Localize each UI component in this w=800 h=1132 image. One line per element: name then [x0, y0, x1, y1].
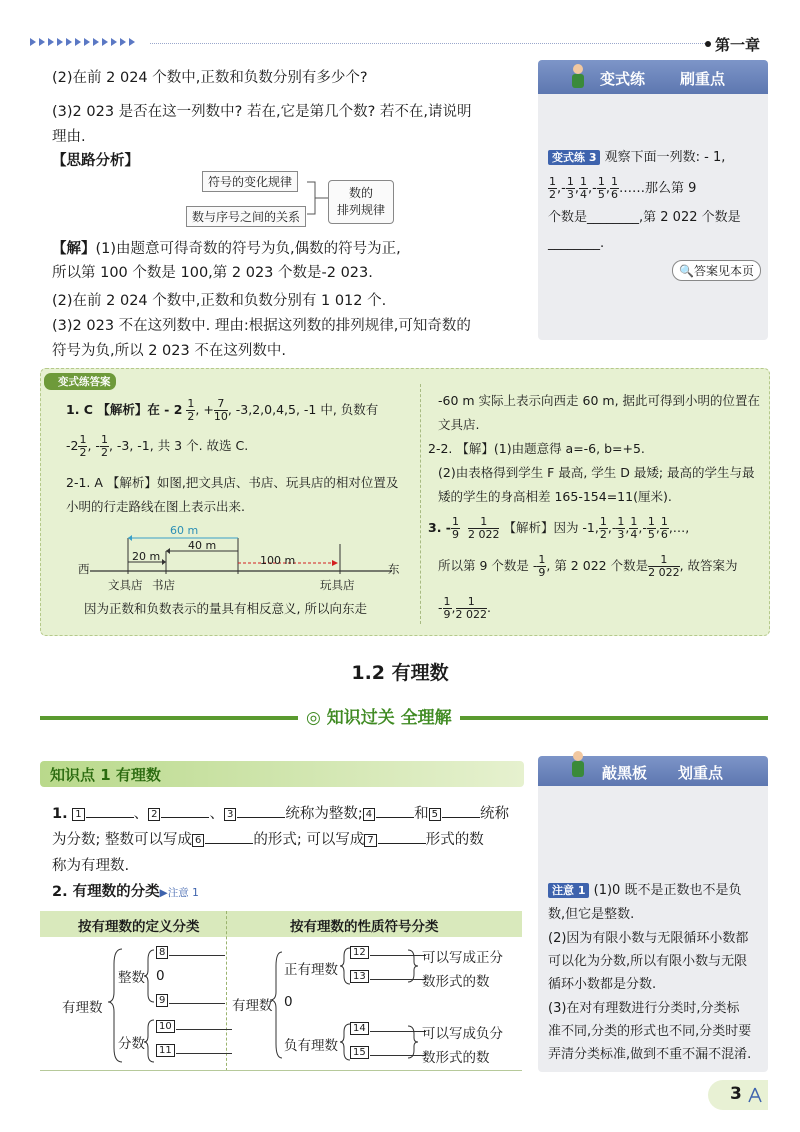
section-title: 1.2 有理数 — [351, 662, 449, 684]
blank-line-14[interactable] — [370, 1031, 426, 1032]
solution-3-line1: (3)2 023 不在这列数中. 理由:根据这列数的排列规律,可知奇数的 — [52, 318, 471, 334]
frac-a3f1c — [443, 596, 452, 621]
answer-2-2-line1: 2-2. 【解】(1)由题意得 a=-6, b=+5. — [428, 441, 645, 456]
solution-1-text: (1)由题意可得奇数的符号为负,偶数的符号为正, — [95, 241, 401, 257]
flow-box-sign: 符号的变化规律 — [202, 171, 298, 192]
def-slot-11 — [156, 1042, 232, 1058]
key-points-header — [538, 756, 768, 786]
blank-box-13: 13 — [350, 970, 369, 983]
pos-note-2: 数形式的数 — [422, 974, 490, 990]
comma: , — [605, 181, 610, 196]
answer-3-l3-tail: . — [487, 600, 491, 615]
blank-box-10: 10 — [156, 1020, 175, 1033]
frac-a3f2b — [648, 554, 680, 579]
frac-den: 9 — [443, 608, 451, 621]
frac-den: 4 — [579, 188, 587, 201]
comma: , — [587, 181, 593, 196]
frac-den: 3 — [617, 528, 625, 541]
frac-num: 1 — [599, 515, 607, 528]
frac-num: 7 — [214, 398, 228, 411]
answer-1-line1 — [66, 398, 378, 423]
def-zero: 0 — [156, 968, 165, 984]
flow-result-line1: 数的 — [349, 186, 374, 200]
pos-note-1: 可以写成正分 — [422, 950, 503, 966]
frac-num: 1 — [630, 515, 638, 528]
sep-1: 、 — [133, 806, 149, 822]
comma: , — [574, 181, 579, 196]
chapter-label: 第一章 — [715, 36, 761, 54]
frac-num: 1 — [566, 175, 574, 188]
answer-2-1-right1: -60 m 实际上表示向西走 60 m, 据此可得到小明的位置在 — [438, 393, 761, 408]
answer-3-mid: 【解析】因为 -1, — [503, 520, 599, 535]
practice-line1-text: 观察下面一列数: - 1, — [604, 150, 726, 165]
blank-line-8[interactable] — [169, 955, 225, 956]
blank-line-10[interactable] — [176, 1029, 232, 1030]
solution-1-line1 — [52, 237, 530, 261]
item-2-note: ▶注意 1 — [159, 887, 199, 899]
frac-sign: - — [611, 520, 617, 535]
see-answer-link[interactable] — [672, 260, 761, 281]
frac-sign: - — [642, 520, 647, 535]
frac-den: 3 — [566, 188, 574, 201]
practice-line3: 个数是________,第 2 022 个数是 — [548, 210, 741, 225]
fill-blank-3[interactable] — [237, 803, 285, 818]
answer-2-1-line2: 小明的行走路线在图上表示出来. — [66, 499, 245, 514]
frac-sign: - — [561, 181, 566, 196]
practice-sequence — [548, 176, 696, 201]
fill-blank-2[interactable] — [161, 803, 209, 818]
answer-3-line1 — [428, 516, 689, 541]
frac-num: 1 — [452, 515, 459, 528]
magnifier-icon: 🔍 — [679, 264, 694, 278]
answer-1-l2b: , -3, -1, 共 3 个. 故选 C. — [108, 438, 249, 453]
frac-num: 1 — [579, 175, 587, 188]
comma: , — [655, 520, 660, 535]
practice-sidebar-header — [538, 60, 768, 94]
blank-box-3: 3 — [224, 808, 236, 821]
practice-line1 — [548, 146, 725, 169]
solution-2: (2)在前 2 024 个数中,正数和负数分别有 1 012 个. — [52, 293, 387, 309]
analysis-title: 【思路分析】 — [52, 153, 139, 169]
blank-line-9[interactable] — [169, 1003, 225, 1004]
def-slot-9 — [156, 992, 225, 1008]
page-number: 3 — [730, 1084, 742, 1104]
blank-box-11: 11 — [156, 1044, 175, 1057]
practice-sidebar-subtitle: 刷重点 — [680, 70, 726, 88]
frac-den: 4 — [630, 528, 638, 541]
frac-num: 1 — [443, 595, 451, 608]
item-1-l2c: 形式的数 — [425, 832, 484, 848]
blank-box-7: 7 — [364, 834, 376, 847]
def-slot-10 — [156, 1018, 232, 1034]
seq-fraction — [599, 516, 608, 541]
answer-2-1-line3: 因为正数和负数表示的量具有相反意义, 所以向东走 — [84, 601, 367, 616]
blank-line-12[interactable] — [370, 955, 426, 956]
blank-box-1: 1 — [72, 808, 84, 821]
frac-den: 5 — [647, 528, 655, 541]
comma: , — [625, 520, 630, 535]
header-arrows — [30, 38, 150, 46]
item-1-d: 统称为整数; — [285, 806, 363, 822]
seq-fraction — [548, 176, 557, 201]
question-2: (2)在前 2 024 个数中,正数和负数分别有多少个? — [52, 70, 368, 86]
sign-rational: 有理数 — [232, 998, 273, 1014]
diagram-east: 东 — [388, 562, 400, 576]
blank-box-5: 5 — [429, 808, 441, 821]
answer-2-1-right2: 文具店. — [438, 417, 480, 432]
frac-num: 1 — [647, 515, 655, 528]
frac-num: 1 — [100, 433, 108, 446]
frac-den: 10 — [213, 410, 228, 423]
item-1-l2b: 的形式; 可以写成 — [253, 832, 365, 848]
note-1-a — [548, 880, 741, 903]
seq-fraction — [660, 516, 669, 541]
note-3-a: (3)在对有理数进行分类时,分类标 — [548, 1001, 740, 1016]
seq-fraction — [610, 176, 619, 201]
answer-1-head: 1. C 【解析】在 - 2 — [66, 402, 183, 417]
frac-den: 2 — [187, 410, 195, 423]
frac-den: 9 — [452, 528, 459, 541]
item-1-l2a: 为分数; 整数可以写成 — [52, 832, 192, 848]
item-2 — [52, 881, 530, 904]
neg-note-2: 数形式的数 — [422, 1050, 490, 1066]
note-2-c: 循环小数都是分数. — [548, 977, 657, 992]
frac-num: 1 — [79, 433, 87, 446]
frac-den: 2 022 — [467, 528, 500, 541]
answer-3-sequence — [599, 515, 669, 541]
blank-line-13[interactable] — [370, 979, 426, 980]
answer-2-2-line3: 矮的学生的身高相差 165-154=11(厘米). — [438, 489, 672, 504]
frac-a1f4 — [100, 434, 109, 459]
note-2-a: (2)因为有限小数与无限循环小数都 — [548, 931, 749, 946]
seq-fraction — [579, 176, 588, 201]
answer-tag: 变式练答案 — [44, 373, 116, 390]
diagram-west: 西 — [78, 562, 90, 576]
frac-den: 5 — [597, 188, 605, 201]
item-1-num: 1. — [52, 806, 68, 822]
comma: , — [557, 181, 562, 196]
item-1-line1 — [52, 801, 532, 827]
diagram-shop-stationery: 文具店 — [108, 578, 143, 592]
item-2-text: 2. 有理数的分类 — [52, 884, 160, 900]
sign-negative: 负有理数 — [284, 1038, 338, 1054]
seq-fraction — [616, 516, 625, 541]
def-integer: 整数 — [118, 970, 145, 986]
fill-blank-4[interactable] — [376, 803, 414, 818]
comma: , — [607, 520, 612, 535]
sign-slot-12 — [350, 944, 426, 960]
item-1-f: 统称 — [479, 806, 509, 822]
banner-label — [298, 703, 460, 728]
banner-text: 知识过关 全理解 — [326, 708, 452, 728]
fill-blank-5[interactable] — [442, 803, 480, 818]
blank-line-11[interactable] — [176, 1053, 232, 1054]
question-3-line1: (3)2 023 是否在这一列数中? 若在,它是第几个数? 若不在,请说明 — [52, 104, 472, 120]
item-1-line2 — [52, 827, 532, 853]
frac-num: 1 — [617, 515, 625, 528]
answer-3-head: 3. - — [428, 520, 451, 535]
student-icon — [566, 62, 590, 92]
frac-den: 6 — [610, 188, 618, 201]
answer-divider — [420, 384, 421, 624]
frac-num: 1 — [648, 554, 680, 567]
blank-box-12: 12 — [350, 946, 369, 959]
comma: , — [638, 520, 643, 535]
note-2-b: 可以化为分数,所以有限小数与无限 — [548, 954, 748, 969]
practice-badge: 变式练 3 — [548, 150, 600, 165]
frac-a3f2 — [468, 516, 500, 541]
blank-box-14: 14 — [350, 1022, 369, 1035]
frac-den: 2 022 — [648, 566, 680, 579]
seq-fraction — [597, 176, 606, 201]
answer-3-l2b: , 第 2 022 个数是 — [546, 558, 649, 573]
frac-den: 2 — [549, 188, 556, 201]
answer-1-l2a: -2 — [66, 438, 79, 453]
def-rational: 有理数 — [62, 1000, 103, 1016]
student-icon — [566, 748, 590, 782]
table-head-sign: 按有理数的性质符号分类 — [290, 919, 439, 935]
frac-den: 9 — [538, 566, 546, 579]
answer-3-line3: - $\frac{1}{9}$ , $\frac{1}{2 022}$ . — [438, 595, 491, 621]
blank-box-8: 8 — [156, 946, 168, 959]
frac-den: 6 — [660, 528, 668, 541]
blank-box-6: 6 — [192, 834, 204, 847]
frac-den: 2 — [599, 528, 607, 541]
frac-num: 1 — [549, 175, 556, 188]
table-bottom-rule — [40, 1070, 522, 1071]
practice-sequence-fractions — [548, 175, 619, 201]
solution-1-line2: 所以第 100 个数是 100,第 2 023 个数是-2 023. — [52, 265, 373, 281]
note-3-b: 准不同,分类的形式也不同,分类时要 — [548, 1024, 752, 1039]
blank-box-15: 15 — [350, 1046, 369, 1059]
sign-slot-13 — [350, 968, 426, 984]
compass-icon — [746, 1086, 764, 1104]
frac-a3f2c — [456, 596, 488, 621]
diagram-shop-toy: 玩具店 — [320, 578, 355, 592]
practice-sidebar-title: 变式练 — [600, 70, 646, 88]
flow-result-line2: 排列规律 — [337, 203, 386, 217]
diagram-shop-book: 书店 — [152, 578, 175, 592]
seq-fraction — [566, 176, 575, 201]
blank-box-2: 2 — [148, 808, 160, 821]
diagram-label-20: 20 m — [132, 550, 161, 563]
see-answer-label: 答案见本页 — [693, 264, 754, 278]
sign-zero: 0 — [284, 994, 293, 1010]
fill-blank-1[interactable] — [86, 803, 134, 818]
note-tag: 注意 1 — [548, 883, 589, 898]
seq-fraction — [629, 516, 638, 541]
diagram-label-100: 100 m — [260, 554, 296, 567]
frac-den: 2 — [100, 446, 108, 459]
diagram-label-60: 60 m — [170, 524, 199, 537]
frac-num: 1 — [468, 516, 500, 529]
item-1-e: 和 — [414, 806, 429, 822]
answer-3-l2c: , 故答案为 — [679, 558, 738, 573]
frac-num: 1 — [456, 596, 488, 609]
fill-blank-6[interactable] — [205, 829, 253, 844]
def-fraction: 分数 — [118, 1036, 145, 1052]
note-3-c: 弄清分类标准,做到不重不漏不混淆. — [548, 1047, 752, 1062]
table-head-definition: 按有理数的定义分类 — [78, 919, 200, 935]
note-1-a-text: (1)0 既不是正数也不是负 — [593, 883, 742, 898]
answer-1-tail: , -3,2,0,4,5, -1 中, 负数有 — [227, 402, 379, 417]
neg-note-1: 可以写成负分 — [422, 1026, 503, 1042]
diagram-label-40: 40 m — [188, 539, 217, 552]
frac-sign: - — [592, 181, 597, 196]
header-rule — [150, 43, 705, 44]
frac-den: 2 022 — [455, 608, 487, 621]
frac-num: 1 — [597, 175, 605, 188]
blank-box-4: 4 — [363, 808, 375, 821]
def-slot-8 — [156, 944, 225, 960]
knowledge-point-label: 知识点 1 有理数 — [50, 766, 161, 784]
key-points-subtitle: 划重点 — [678, 764, 724, 782]
solution-label: 【解】 — [52, 241, 96, 257]
sign-positive: 正有理数 — [284, 962, 338, 978]
frac-num: 1 — [610, 175, 618, 188]
answer-2-1-line1: 2-1. A 【解析】如图,把文具店、书店、玩具店的相对位置及 — [66, 475, 399, 490]
sign-slot-15 — [350, 1044, 426, 1060]
key-points-title: 敲黑板 — [602, 764, 648, 782]
sep-2: 、 — [209, 806, 224, 822]
swirl-icon: ◎ — [306, 708, 321, 728]
item-1-line3: 称为有理数. — [52, 858, 130, 874]
frac-a3f1 — [451, 516, 460, 541]
flow-box-index: 数与序号之间的关系 — [186, 206, 306, 227]
seq-fraction — [647, 516, 656, 541]
frac-a1f3 — [78, 434, 87, 459]
sign-slot-14 — [350, 1020, 426, 1036]
question-3-line2: 理由. — [52, 129, 86, 145]
answer-3-l2a: 所以第 9 个数是 - — [438, 558, 538, 573]
frac-den: 2 — [79, 446, 87, 459]
frac-num: 1 — [187, 397, 195, 410]
blank-box-9: 9 — [156, 994, 168, 1007]
fill-blank-7[interactable] — [378, 829, 426, 844]
answer-1-mid: , + — [195, 402, 214, 417]
blank-line-15[interactable] — [370, 1055, 426, 1056]
note-1-b: 数,但它是整数. — [548, 907, 635, 922]
frac-a1f2 — [214, 398, 228, 423]
flow-result — [328, 180, 394, 224]
answer-3-seq-tail: ,…, — [668, 520, 690, 535]
answer-1-line2: -2 $\frac{1}{2}$ , - $\frac{1}{2}$ , -3, -1, 共 3 个. 故选 C. — [66, 433, 249, 459]
frac-num: 1 — [660, 515, 668, 528]
answer-3-line2 — [438, 554, 738, 579]
answer-2-2-line2: (2)由表格得到学生 F 最高, 学生 D 最矮; 最高的学生与最 — [438, 465, 755, 480]
solution-3-line2: 符号为负,所以 2 023 不在这列数中. — [52, 343, 286, 359]
practice-line4: ________. — [548, 236, 605, 251]
practice-line2-tail: ……那么第 9 — [618, 181, 697, 196]
frac-num: 1 — [538, 553, 546, 566]
page-number-tab — [708, 1080, 768, 1110]
